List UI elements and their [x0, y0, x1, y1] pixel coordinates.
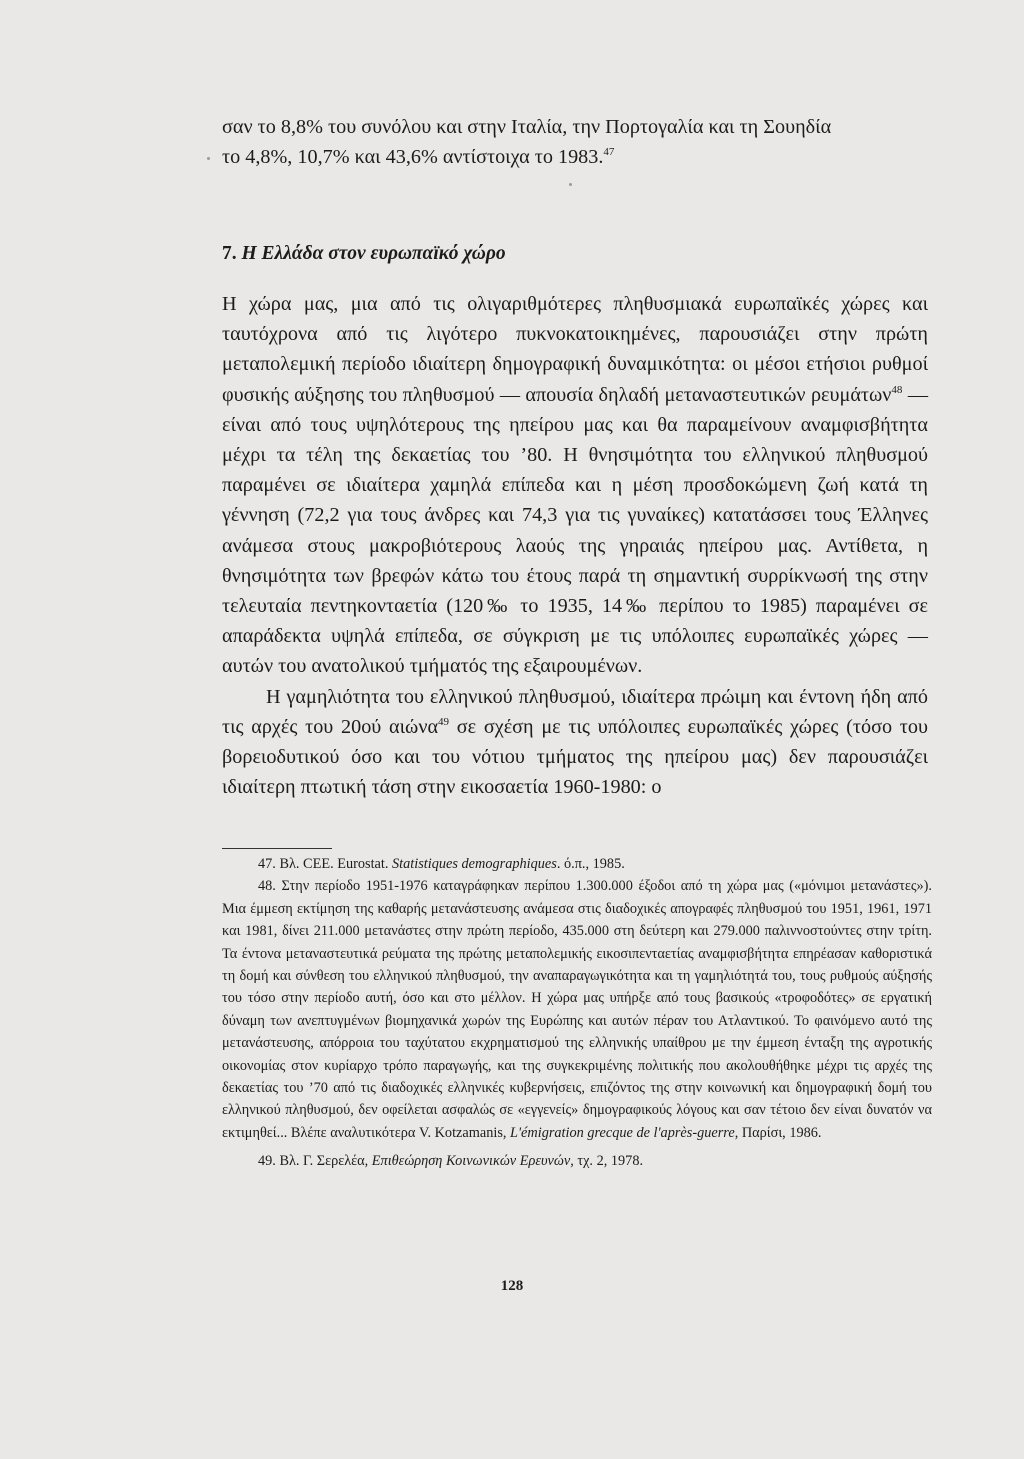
footnote-48: 48. Στην περίοδο 1951-1976 καταγράφηκαν περίπου 1.300.000 έξοδοι από τη χώρα μας («μόνιμοι μετανάστες»). Μια έμμεση εκτίμηση της καθαρής μετανάστευσης ανάμεσα στις διαδοχικές απογραφές πληθυσμού του 1951, 1961, 1971 και 1981, δίνει 211.000 μετανάστες στην πρώτη περίοδο, 435.000 στη δεύτερη και 279.000 παλιννοστούντες στην τρίτη. Τα έντονα μεταναστευτικά ρεύματα της πρώτης μεταπολεμικής εικοσιπενταετίας αναμφισβήτητα επηρέασαν καθοριστικά τη δομή και σύνθεση του ελληνικού πληθυσμού, την αναπαραγωγικότητα και τη γαμηλιότητά του, τους ρυθμούς αύξησής του τόσο στην περίοδο αυτή, όσο και στο μέλλον. Η χώρα μας υπήρξε από τους βασικούς «τροφοδότες» σε εργατική δύναμη των ανεπτυγμένων βιομηχανικά χωρών της Ευρώπης και αυτών πέραν του Ατλαντικού. Το φαινόμενο αυτό της μετανάστευσης, απόρροια του ταχύτατου εκχρηματισμού της ελληνικής υπαίθρου με την έμμεση ένταξη της αγροτικής οικονομίας στον κυρίαρχο τρόπο παραγωγής, και της συγκεκριμένης πολιτικής που ακολουθήθηκε μέχρι τις αρχές της δεκαετίας του ’70 από τις διαδοχικές ελληνικές κυβερνήσεις, επιζόντος της στην κοινωνική και δημογραφική δομή του ελληνικού πληθυσμού, δεν οφείλεται ασφαλώς σε «εγγενείς» δημογραφικούς λόγους και σαν τέτοιο δεν είναι δυνατόν να εκτιμηθεί... Βλέπε αναλυτικότερα V. Kotzamanis, L'émigration grecque de l'après-guerre, Παρίσι, 1986.: [222, 878, 932, 1141]
intro-line: το 4,8%, 10,7% και 43,6% αντίστοιχα το 1983.47: [222, 146, 615, 169]
footnote-divider: [222, 848, 332, 849]
intro-text: [222, 112, 928, 172]
footnote-49: 49. Βλ. Γ. Σερελέα, Επιθεώρηση Κοινωνικών Ερευνών, τχ. 2, 1978.: [258, 1153, 644, 1170]
footnote-47: 47. Βλ. CEE. Eurostat. Statistiques demographiques. ό.π., 1985.: [258, 856, 625, 872]
section-title: Η Ελλάδα στον ευρωπαϊκό χώρο: [241, 243, 506, 264]
main-text: [222, 289, 928, 802]
paragraph-1: Η χώρα μας, μια από τις ολιγαριθμότερες πληθυσμιακά ευρωπαϊκές χώρες και ταυτόχρονα από τις λιγότερο πυκνοκατοικημένες, παρουσιάζει στην πρώτη μεταπολεμική περίοδο ιδιαίτερη δημογραφική δυναμικότητα: οι μέσοι ετήσιοι ρυθμοί φυσικής αύξησης του πληθυσμού — απουσία δηλαδή μεταναστευτικών ρευμάτων$^{48}$ — είναι από τους υψηλότερους της ηπείρου μας και θα παραμείνουν αναμφισβήτητα μέχρι τα τέλη της δεκαετίας του ’80. Η θνησιμότητα του ελληνικού πληθυσμού παραμένει σε ιδιαίτερα χαμηλά επίπεδα και η μέση προσδοκώμενη ζωή κατά τη γέννηση (72,2 για τους άνδρες και 74,3 για τις γυναίκες) κατατάσσει τους Έλληνες ανάμεσα στους μακροβιότερους λαούς της γηραιάς ηπείρου μας. Αντίθετα, η θνησιμότητα των βρεφών κάτω του έτους παρά τη σημαντική συρρίκνωσή της στην τελευταία πεντηκονταετία (120‰ το 1935, 14‰ περίπου το 1985) παραμένει σε απαράδεκτα υψηλά επίπεδα, σε σύγκριση με τις υπόλοιπες ευρωπαϊκές χώρες — αυτών του ανατολικού τμήματός της εξαιρουμένων.: [222, 293, 928, 678]
footnote-ref-47[interactable]: 47: [603, 146, 615, 159]
page-number: 128: [500, 1278, 524, 1294]
footnotes: [222, 853, 932, 1173]
section-number: 7.: [222, 243, 237, 264]
scan-speck: [207, 157, 210, 160]
intro-line: σαν το 8,8% του συνόλου και στην Ιταλία, την Πορτογαλία και τη Σουηδία: [222, 116, 832, 138]
paragraph-2: Η γαμηλιότητα του ελληνικού πληθυσμού, ιδιαίτερα πρώιμη και έντονη ήδη από τις αρχές του 20ού αιώνα$^{49}$ σε σχέση με τις υπόλοιπες ευρωπαϊκές χώρες (τόσο του βορειοδυτικού όσο και του νότιου τμήματος της ηπείρου μας) δεν παρουσιάζει ιδιαίτερη πτωτική τάση στην εικοσαετία 1960-1980: ο: [222, 685, 928, 799]
footnote-ref-49[interactable]: 49: [438, 715, 450, 728]
section-heading: [222, 243, 506, 265]
footnote-ref-48[interactable]: 48: [891, 383, 903, 396]
scan-speck: [569, 183, 572, 186]
